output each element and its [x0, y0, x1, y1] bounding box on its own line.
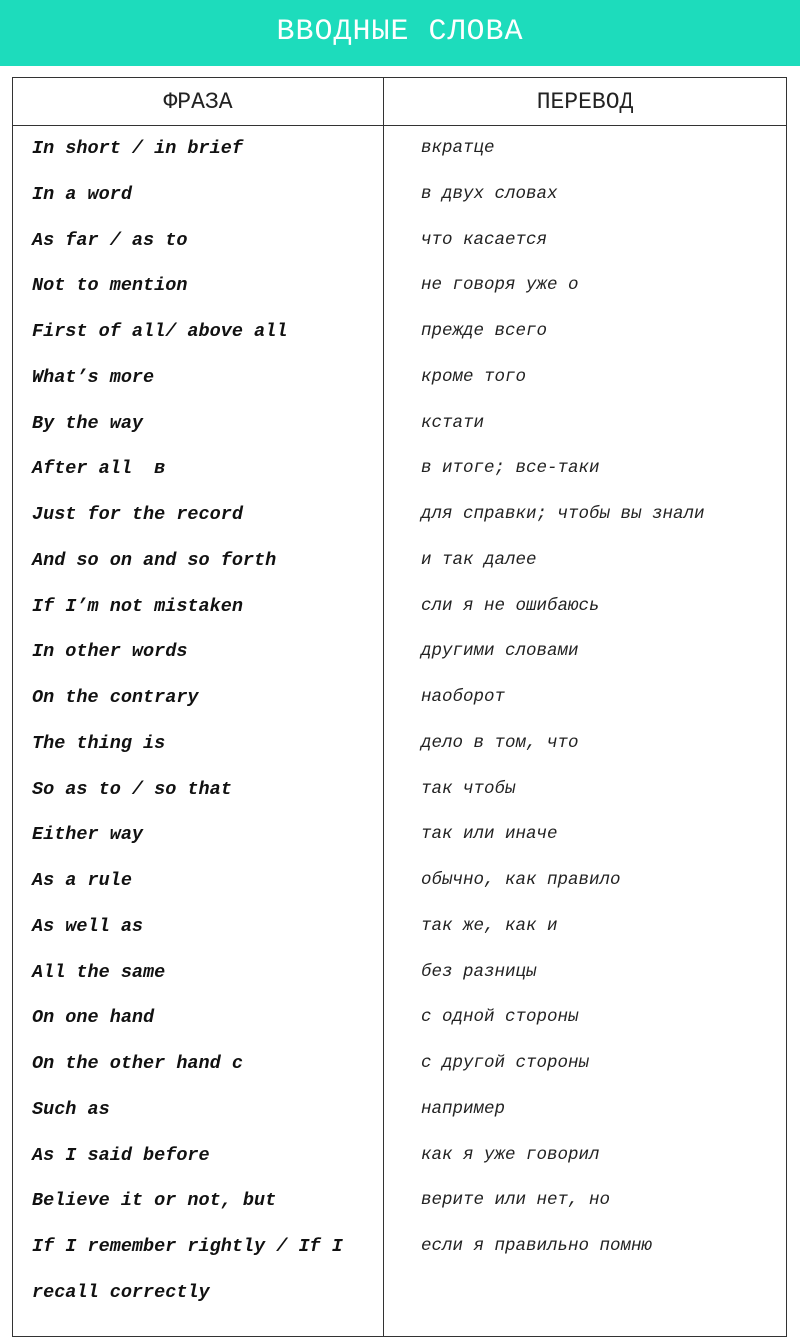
phrase-cell: On the contrary: [32, 687, 199, 708]
table-row: [13, 950, 786, 996]
phrase-cell: And so on and so forth: [32, 549, 277, 571]
phrase-cell: In other words: [32, 641, 188, 663]
translation-cell: для справки; чтобы вы знали: [421, 504, 705, 524]
table-row: [13, 172, 786, 218]
phrase-cell: All the same: [32, 961, 166, 983]
table-header: [13, 78, 786, 126]
translation-cell: в итоге; все-таки: [421, 458, 600, 479]
translation-cell: как я уже говорил: [421, 1144, 600, 1165]
phrase-cell: After all в: [32, 458, 166, 480]
translation-cell: обычно, как правило: [421, 870, 621, 890]
table-row: [13, 995, 786, 1041]
phrase-table: [12, 77, 787, 1337]
translation-cell: кстати: [421, 412, 485, 433]
table-row: [13, 858, 786, 904]
table-row: [13, 401, 786, 447]
translation-cell: без разницы: [421, 961, 537, 982]
phrase-cell: If I’m not mistaken: [32, 595, 243, 617]
phrase-cell: On one hand: [32, 1007, 155, 1029]
table-row: [13, 1133, 786, 1179]
table-row: [13, 1041, 786, 1087]
table-row: [13, 492, 786, 538]
translation-cell: так же, как и: [421, 915, 558, 936]
title-banner: [0, 0, 800, 66]
translation-cell: так чтобы: [421, 778, 516, 799]
table-row: [13, 355, 786, 401]
phrase-cell: Not to mention: [32, 275, 188, 297]
translation-cell: вкратце: [421, 138, 495, 158]
table-row: [13, 538, 786, 584]
phrase-cell: Either way: [32, 824, 144, 846]
table-row: [13, 812, 786, 858]
phrase-cell: The thing is: [32, 732, 166, 754]
table-row: [13, 721, 786, 767]
table-body: [13, 126, 786, 1316]
page-title: ВВОДНЫЕ СЛОВА: [276, 15, 524, 49]
translation-cell: если я правильно помню: [421, 1236, 653, 1256]
phrase-cell: In short / in brief: [32, 138, 243, 159]
table-row: [13, 1224, 786, 1316]
phrase-cell: First of all/ above all: [32, 321, 288, 342]
translation-cell: так или иначе: [421, 824, 558, 845]
table-row: [13, 767, 786, 813]
translation-cell: например: [421, 1098, 506, 1119]
phrase-cell: By the way: [32, 412, 144, 434]
table-row: [13, 126, 786, 172]
phrase-cell: On the other hand с: [32, 1053, 243, 1074]
translation-cell: другими словами: [421, 641, 579, 662]
translation-cell: кроме того: [421, 366, 527, 387]
phrase-cell: As far / as to: [32, 229, 188, 251]
table-row: [13, 904, 786, 950]
table-row: [13, 629, 786, 675]
table-row: [13, 309, 786, 355]
table-row: [13, 1087, 786, 1133]
table-row: [13, 584, 786, 630]
translation-cell: наоборот: [421, 687, 506, 707]
translation-cell: верите или нет, но: [421, 1190, 611, 1211]
phrase-cell: Believe it or not, but: [32, 1190, 277, 1212]
phrase-cell: As a rule: [32, 870, 132, 891]
translation-cell: и так далее: [421, 549, 537, 570]
phrase-cell: Just for the record: [32, 504, 243, 525]
translation-cell: сли я не ошибаюсь: [421, 595, 600, 616]
phrase-cell: As I said before: [32, 1144, 210, 1166]
table-row: [13, 263, 786, 309]
translation-cell: дело в том, что: [421, 732, 579, 753]
phrase-cell: As well as: [32, 915, 144, 937]
phrase-cell: So as to / so that: [32, 778, 232, 800]
table-row: [13, 218, 786, 264]
phrase-cell: In a word: [32, 183, 132, 205]
table-row: [13, 1178, 786, 1224]
translation-cell: не говоря уже о: [421, 275, 579, 296]
translation-cell: прежде всего: [421, 321, 548, 341]
header-phrase: ФРАЗА: [163, 88, 233, 115]
table-row: [13, 675, 786, 721]
phrase-cell: Such as: [32, 1098, 110, 1120]
translation-cell: в двух словах: [421, 183, 558, 204]
translation-cell: с другой стороны: [421, 1053, 590, 1073]
header-translation: ПЕРЕВОД: [536, 88, 634, 115]
table-row: [13, 446, 786, 492]
translation-cell: с одной стороны: [421, 1007, 579, 1028]
phrase-cell: What’s more: [32, 366, 155, 388]
translation-cell: что касается: [421, 229, 548, 250]
phrase-cell: If I remember rightly / If I recall correctly: [32, 1236, 343, 1303]
